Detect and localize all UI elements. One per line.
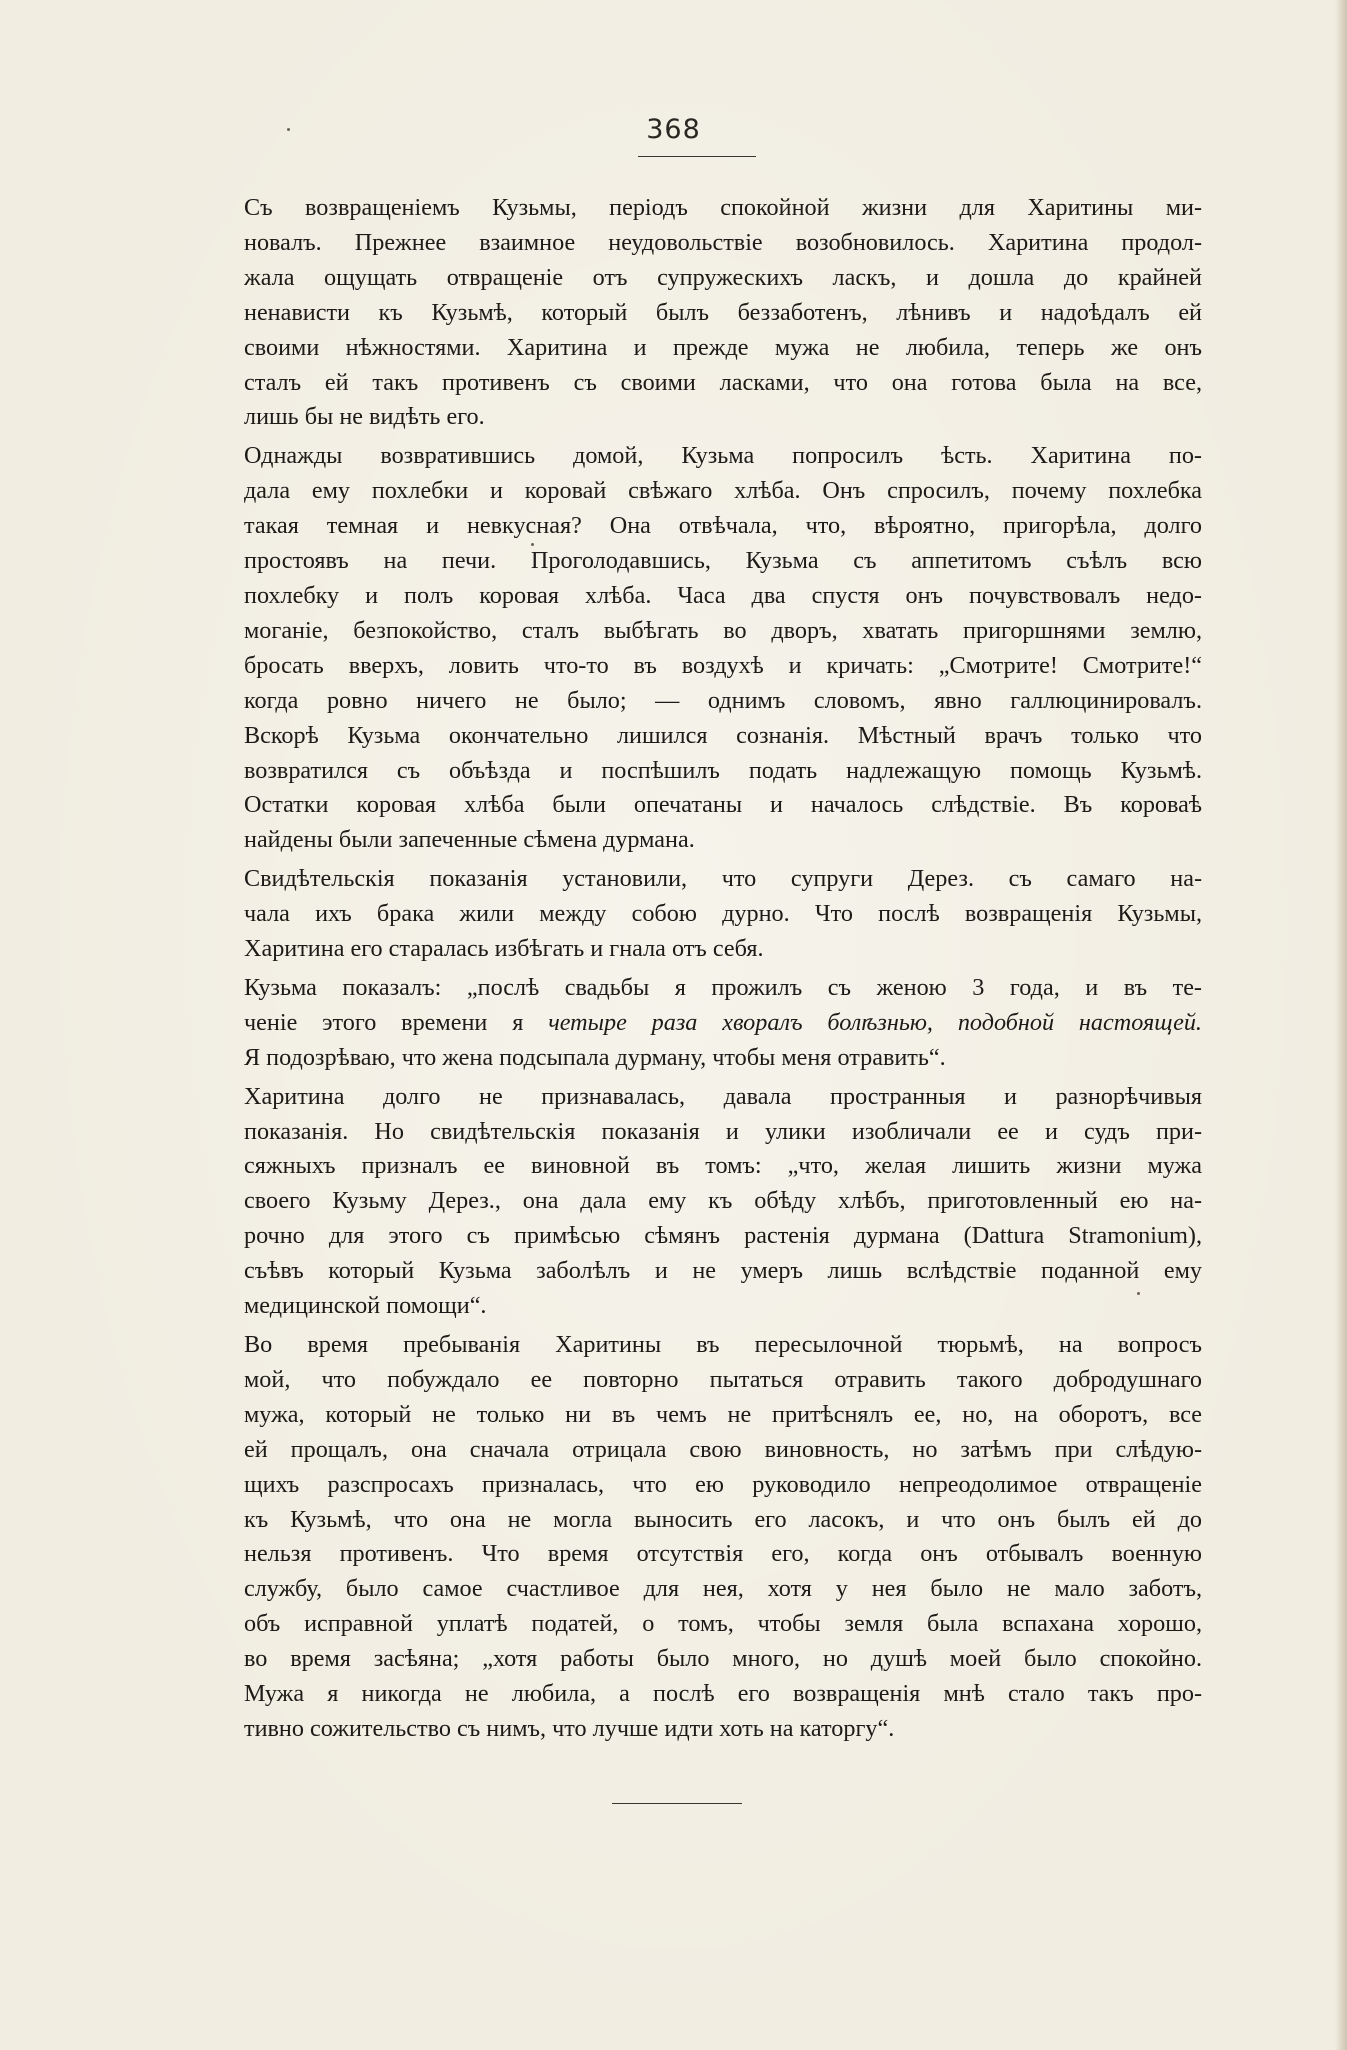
text-line: чала ихъ брака жили между собою дурно. Что послѣ возвращенія Кузьмы, (244, 900, 1202, 928)
text-line: къ Кузьмѣ, что она не могла выносить его ласокъ, и что онъ былъ ей до (244, 1505, 1202, 1533)
text-line: Вскорѣ Кузьма окончательно лишился сознанія. Мѣстный врачъ только что (244, 721, 1202, 749)
text-line: мой, что побуждало ее повторно пытаться отравить такого добродушнаго (244, 1365, 1202, 1393)
text-line: бросать вверхъ, ловить что-то въ воздухѣ и кричать: „Смотрите! Смотрите!“ (244, 651, 1202, 679)
text-line: во время засѣяна; „хотя работы было много, но душѣ моей было спокойно. (244, 1645, 1202, 1673)
page-number: 368 (646, 114, 701, 145)
text-line: Свидѣтельскія показанія установили, что супруги Дерез. съ самаго на- (244, 865, 1202, 893)
text-line: сяжныхъ призналъ ее виновной въ томъ: „что, желая лишить жизни мужа (244, 1152, 1202, 1180)
main-text (244, 191, 1202, 1751)
text-line: Во время пребыванія Харитины въ пересылочной тюрьмѣ, на вопросъ (244, 1331, 1202, 1358)
end-rule (612, 1803, 742, 1804)
text-line: Остатки коровая хлѣба были опечатаны и началось слѣдствіе. Въ короваѣ (244, 791, 1202, 819)
text-line: похлебку и полъ коровая хлѣба. Часа два спустя онъ почувствовалъ недо- (244, 581, 1202, 609)
text-line: показанія. Но свидѣтельскія показанія и улики изобличали ее и судъ при- (244, 1117, 1202, 1145)
paragraph-5 (244, 1080, 1202, 1324)
italic-quote: четыре раза хворалъ болѣзнью, подобной настоящей. (548, 1008, 1202, 1036)
text-line: Кузьма показалъ: „послѣ свадьбы я прожилъ съ женою 3 года, и въ те- (244, 973, 1202, 1001)
paragraph-3 (244, 862, 1202, 967)
paragraph-6 (244, 1328, 1202, 1747)
text-line: своего Кузьму Дерез., она дала ему къ обѣду хлѣбъ, приготовленный ею на- (244, 1187, 1202, 1215)
paragraph-4 (244, 971, 1202, 1076)
text-line: моганіе, безпокойство, сталъ выбѣгать во дворъ, хватать пригоршнями землю, (244, 616, 1202, 644)
text-line: объ исправной уплатѣ податей, о томъ, чтобы земля была вспахана хорошо, (244, 1610, 1202, 1638)
text-line: Однажды возвратившись домой, Кузьма попросилъ ѣсть. Харитина по- (244, 442, 1202, 470)
text-segment: ченіе этого времени я (244, 1008, 549, 1036)
text-line: найдены были запеченные сѣмена дурмана. (244, 826, 695, 854)
header-rule (638, 156, 756, 157)
text-line: возвратился съ объѣзда и поспѣшилъ подать надлежащую помощь Кузьмѣ. (244, 756, 1202, 784)
text-line: ей прощалъ, она сначала отрицала свою виновность, но затѣмъ при слѣдую- (244, 1435, 1202, 1463)
text-line: дала ему похлебки и коровай свѣжаго хлѣба. Онъ спросилъ, почему похлебка (244, 477, 1202, 505)
text-line: ненависти къ Кузьмѣ, который былъ беззаботенъ, лѣнивъ и надоѣдалъ ей (244, 298, 1202, 326)
text-line: лишь бы не видѣть его. (244, 403, 485, 431)
text-line: медицинской помощи“. (244, 1292, 487, 1320)
text-line: сталъ ей такъ противенъ съ своими ласками, что она готова была на все, (244, 368, 1202, 396)
text-line: такая темная и невкусная? Она отвѣчала, что, вѣроятно, пригорѣла, долго (244, 512, 1202, 540)
text-line: новалъ. Прежнее взаимное неудовольствіе возобновилось. Харитина продол- (244, 228, 1202, 256)
page-edge-shadow (1335, 0, 1347, 2050)
text-line: службу, было самое счастливое для нея, хотя у нея было не мало заботъ, (244, 1575, 1202, 1603)
text-line: когда ровно ничего не было; — однимъ словомъ, явно галлюцинировалъ. (244, 686, 1202, 714)
text-line: щихъ разспросахъ призналась, что ею руководило непреодолимое отвращеніе (244, 1470, 1202, 1498)
text-line (244, 1006, 1202, 1041)
text-line: рочно для этого съ примѣсью сѣмянъ растенія дурмана (Dattura Stramonium), (244, 1222, 1202, 1250)
text-line: Харитина долго не признавалась, давала пространныя и разнорѣчивыя (244, 1082, 1202, 1110)
text-line: съѣвъ который Кузьма заболѣлъ и не умеръ лишь вслѣдствіе поданной ему (244, 1257, 1202, 1285)
paragraph-1 (244, 191, 1202, 435)
text-line: тивно сожительство съ нимъ, что лучше идти хоть на каторгу“. (244, 1714, 895, 1742)
text-line: простоявъ на печи. Проголодавшись, Кузьма съ аппетитомъ съѣлъ всю (244, 547, 1202, 575)
text-line: Харитина его старалась избѣгать и гнала отъ себя. (244, 935, 764, 963)
text-line: своими нѣжностями. Харитина и прежде мужа не любила, теперь же онъ (244, 333, 1202, 361)
text-line: Я подозрѣваю, что жена подсыпала дурману, чтобы меня отравить“. (244, 1043, 946, 1071)
text-line: мужа, который не только ни въ чемъ не притѣснялъ ее, но, на оборотъ, все (244, 1400, 1202, 1428)
text-line: нельзя противенъ. Что время отсутствія его, когда онъ отбывалъ военную (244, 1540, 1202, 1568)
text-line: Мужа я никогда не любила, а послѣ его возвращенія мнѣ стало такъ про- (244, 1680, 1202, 1708)
text-line: жала ощущать отвращеніе отъ супружескихъ ласкъ, и дошла до крайней (244, 263, 1202, 291)
paper-speck (287, 128, 290, 131)
text-line: Съ возвращеніемъ Кузьмы, періодъ спокойной жизни для Харитины ми- (244, 194, 1202, 221)
paragraph-2 (244, 439, 1202, 858)
